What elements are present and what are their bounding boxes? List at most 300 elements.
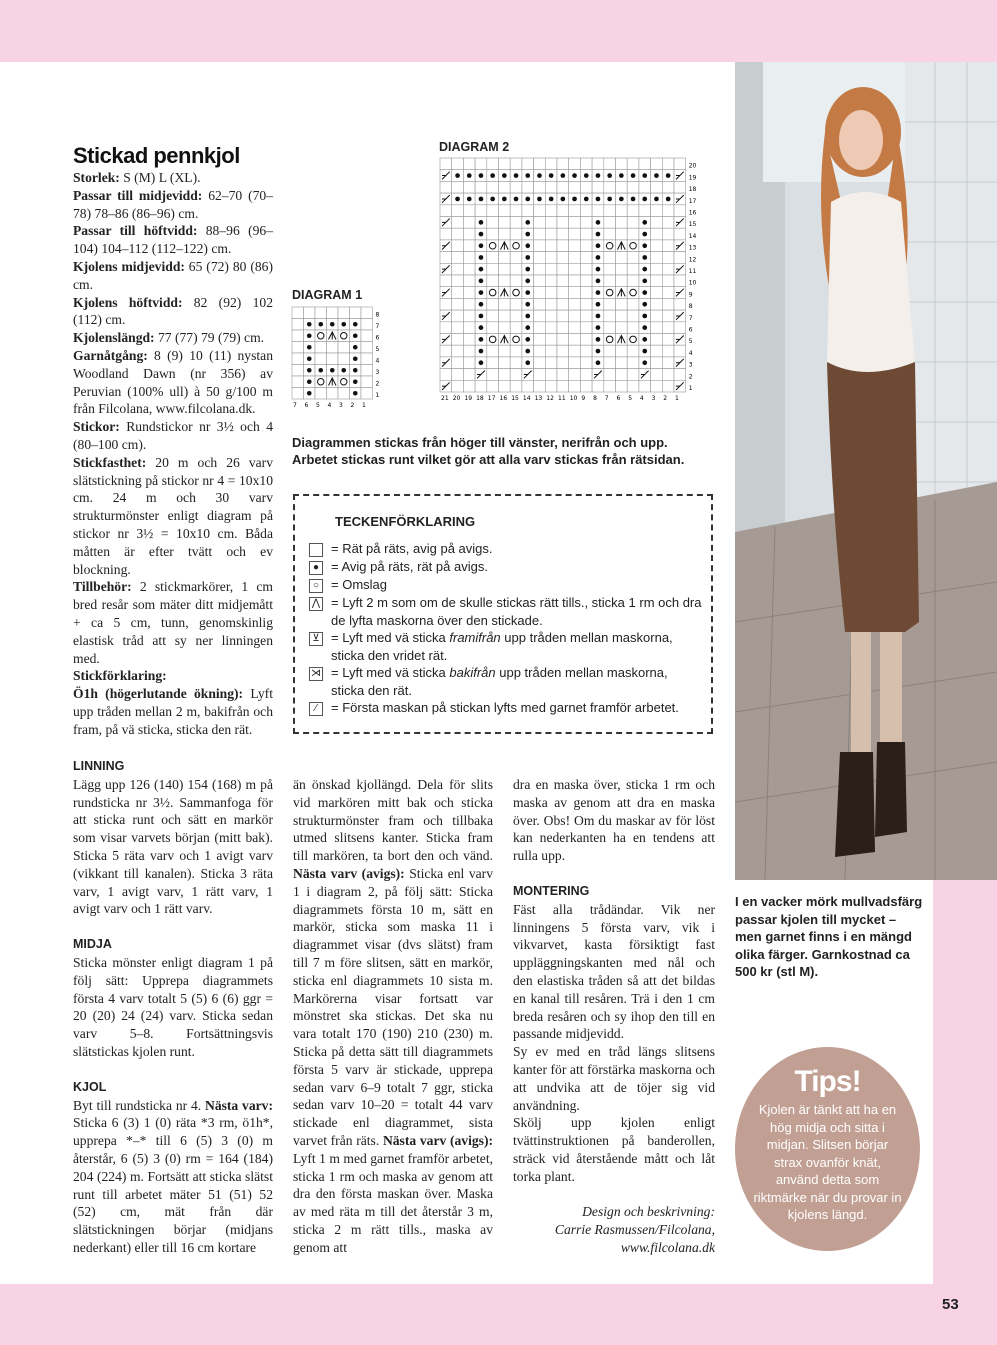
grid-cell bbox=[616, 275, 628, 287]
grid-cell bbox=[616, 205, 628, 217]
grid-cell bbox=[361, 376, 373, 388]
grid-cell bbox=[557, 158, 569, 170]
col-number: 15 bbox=[511, 395, 519, 402]
stitch-symbol bbox=[467, 173, 472, 178]
grid-cell bbox=[499, 369, 511, 381]
grid-cell bbox=[487, 369, 499, 381]
stitch-symbol bbox=[353, 333, 358, 338]
legend-text: = Rät på räts, avig på avigs. bbox=[331, 541, 493, 556]
grid-cell bbox=[475, 158, 487, 170]
grid-cell bbox=[452, 275, 464, 287]
col-number: 8 bbox=[593, 395, 597, 402]
grid-cell bbox=[510, 287, 522, 299]
grid-cell bbox=[545, 228, 557, 240]
stitch-symbol bbox=[642, 173, 647, 178]
grid-cell bbox=[580, 263, 592, 275]
grid-cell bbox=[651, 275, 663, 287]
grid-cell bbox=[304, 307, 316, 319]
grid-cell bbox=[627, 158, 639, 170]
diagram-2-chart bbox=[438, 156, 713, 418]
stitch-symbol bbox=[307, 356, 312, 361]
grid-cell bbox=[463, 357, 475, 369]
col-number: 2 bbox=[663, 395, 668, 402]
grid-cell bbox=[604, 322, 616, 334]
stitch-symbol bbox=[607, 197, 612, 202]
grid-cell bbox=[499, 158, 511, 170]
grid-cell bbox=[592, 380, 604, 392]
grid-cell bbox=[440, 322, 452, 334]
grid-cell bbox=[651, 240, 663, 252]
row-number: 8 bbox=[688, 303, 693, 311]
spec-line: Passar till midjevidd: 62–70 (70–78) 78–86 (86–96) cm. bbox=[73, 187, 273, 221]
grid-cell bbox=[463, 310, 475, 322]
grid-cell bbox=[534, 380, 546, 392]
grid-cell bbox=[616, 310, 628, 322]
grid-cell bbox=[463, 369, 475, 381]
stitch-symbol bbox=[341, 322, 346, 327]
grid-cell bbox=[569, 369, 581, 381]
stitch-symbol bbox=[307, 368, 312, 373]
grid-cell bbox=[440, 228, 452, 240]
row-number: 5 bbox=[375, 346, 380, 353]
grid-cell bbox=[545, 181, 557, 193]
grid-cell bbox=[580, 158, 592, 170]
grid-cell bbox=[674, 322, 686, 334]
row-number: 17 bbox=[688, 197, 697, 205]
grid-cell bbox=[440, 275, 452, 287]
tips-circle bbox=[735, 1047, 920, 1251]
stitch-symbol bbox=[479, 220, 484, 225]
grid-cell bbox=[463, 240, 475, 252]
stitch-symbol bbox=[467, 197, 472, 202]
row-number: 18 bbox=[688, 186, 697, 194]
grid-cell bbox=[361, 307, 373, 319]
grid-cell bbox=[440, 298, 452, 310]
stitch-symbol bbox=[642, 243, 647, 248]
grid-cell bbox=[463, 158, 475, 170]
grid-cell bbox=[580, 310, 592, 322]
grid-cell bbox=[557, 252, 569, 264]
col-number: 4 bbox=[327, 402, 332, 409]
stitch-symbol bbox=[479, 197, 484, 202]
stitch-symbol bbox=[479, 255, 484, 260]
grid-cell bbox=[440, 158, 452, 170]
grid-cell bbox=[627, 357, 639, 369]
legend-text: = Lyft med vä sticka framifrån upp tråden mellan maskorna, sticka den vridet rät. bbox=[331, 630, 673, 663]
row-number: 1 bbox=[688, 385, 693, 392]
grid-cell bbox=[627, 287, 639, 299]
grid-cell bbox=[534, 287, 546, 299]
instructions-column-1 bbox=[73, 758, 273, 1257]
grid-cell bbox=[327, 353, 339, 365]
row-number: 10 bbox=[688, 279, 697, 287]
grid-cell bbox=[674, 369, 686, 381]
grid-cell bbox=[487, 228, 499, 240]
grid-cell bbox=[452, 380, 464, 392]
grid-cell bbox=[534, 205, 546, 217]
grid-cell bbox=[463, 217, 475, 229]
stitch-symbol bbox=[318, 368, 323, 373]
row-number: 11 bbox=[688, 268, 697, 275]
grid-cell bbox=[616, 345, 628, 357]
stitch-symbol bbox=[596, 243, 601, 248]
grid-cell bbox=[292, 376, 304, 388]
grid-cell bbox=[674, 158, 686, 170]
grid-cell bbox=[327, 342, 339, 354]
stitch-symbol bbox=[479, 290, 484, 295]
grid-cell bbox=[674, 228, 686, 240]
grid-cell bbox=[616, 369, 628, 381]
row-number: 16 bbox=[688, 209, 697, 217]
grid-cell bbox=[674, 298, 686, 310]
col-number: 6 bbox=[304, 402, 309, 409]
grid-cell bbox=[651, 228, 663, 240]
grid-cell bbox=[662, 334, 674, 346]
pink-margin bbox=[933, 880, 997, 1284]
decrease-square-icon: ⋀ bbox=[309, 597, 323, 611]
grid-cell bbox=[338, 353, 350, 365]
grid-cell bbox=[510, 252, 522, 264]
col-number: 17 bbox=[487, 395, 496, 402]
grid-cell bbox=[534, 181, 546, 193]
grid-cell bbox=[463, 181, 475, 193]
col-number: 1 bbox=[362, 402, 366, 409]
front-cross-square-icon: ⊻ bbox=[309, 632, 323, 646]
grid-cell bbox=[569, 380, 581, 392]
stitch-symbol bbox=[525, 255, 530, 260]
legend-row bbox=[309, 594, 704, 629]
grid-cell bbox=[452, 357, 464, 369]
stitch-symbol bbox=[353, 356, 358, 361]
grid-cell bbox=[452, 322, 464, 334]
grid-cell bbox=[592, 158, 604, 170]
grid-cell bbox=[499, 275, 511, 287]
grid-cell bbox=[487, 181, 499, 193]
stitch-symbol bbox=[479, 232, 484, 237]
grid-cell bbox=[569, 345, 581, 357]
grid-cell bbox=[639, 181, 651, 193]
grid-cell bbox=[627, 252, 639, 264]
grid-cell bbox=[510, 334, 522, 346]
stitch-symbol bbox=[307, 333, 312, 338]
grid-cell bbox=[580, 275, 592, 287]
stitch-symbol bbox=[479, 267, 484, 272]
stitch-symbol bbox=[525, 337, 530, 342]
stitch-symbol bbox=[330, 322, 335, 327]
grid-cell bbox=[452, 310, 464, 322]
stitch-symbol bbox=[525, 279, 530, 284]
stitch-symbol bbox=[525, 243, 530, 248]
stitch-symbol bbox=[596, 267, 601, 272]
empty-square-icon bbox=[309, 543, 323, 557]
grid-cell bbox=[452, 158, 464, 170]
grid-cell bbox=[487, 158, 499, 170]
grid-cell bbox=[662, 369, 674, 381]
grid-cell bbox=[662, 298, 674, 310]
stitch-symbol bbox=[642, 290, 647, 295]
grid-cell bbox=[674, 252, 686, 264]
stitch-symbol bbox=[353, 391, 358, 396]
row-number: 9 bbox=[688, 291, 693, 299]
grid-cell bbox=[604, 158, 616, 170]
grid-cell bbox=[292, 353, 304, 365]
grid-cell bbox=[627, 228, 639, 240]
stitch-symbol bbox=[479, 279, 484, 284]
grid-cell bbox=[487, 345, 499, 357]
stitch-symbol bbox=[642, 360, 647, 365]
grid-cell bbox=[580, 334, 592, 346]
grid-cell bbox=[580, 298, 592, 310]
grid-cell bbox=[510, 158, 522, 170]
stitch-symbol bbox=[631, 173, 636, 178]
grid-cell bbox=[627, 275, 639, 287]
grid-cell bbox=[627, 181, 639, 193]
grid-cell bbox=[534, 217, 546, 229]
grid-cell bbox=[616, 380, 628, 392]
grid-cell bbox=[569, 228, 581, 240]
stitch-symbol bbox=[525, 232, 530, 237]
grid-cell bbox=[534, 275, 546, 287]
grid-cell bbox=[557, 334, 569, 346]
grid-cell bbox=[569, 357, 581, 369]
grid-cell bbox=[545, 380, 557, 392]
grid-cell bbox=[569, 334, 581, 346]
stitch-symbol bbox=[525, 173, 530, 178]
grid-cell bbox=[499, 345, 511, 357]
grid-cell bbox=[662, 263, 674, 275]
grid-cell bbox=[616, 158, 628, 170]
row-number: 15 bbox=[688, 221, 697, 229]
stitch-symbol bbox=[596, 255, 601, 260]
grid-cell bbox=[499, 181, 511, 193]
row-number: 7 bbox=[375, 323, 380, 330]
grid-cell bbox=[557, 380, 569, 392]
grid-cell bbox=[662, 322, 674, 334]
grid-cell bbox=[315, 376, 327, 388]
stitch-symbol bbox=[549, 173, 554, 178]
grid-cell bbox=[534, 322, 546, 334]
grid-cell bbox=[361, 353, 373, 365]
grid-cell bbox=[534, 345, 546, 357]
grid-cell bbox=[338, 388, 350, 400]
grid-cell bbox=[604, 357, 616, 369]
grid-cell bbox=[557, 181, 569, 193]
stitch-symbol bbox=[537, 173, 542, 178]
grid-cell bbox=[499, 357, 511, 369]
grid-cell bbox=[463, 263, 475, 275]
stitch-symbol bbox=[525, 349, 530, 354]
grid-cell bbox=[510, 380, 522, 392]
stitch-symbol bbox=[502, 197, 507, 202]
grid-cell bbox=[499, 252, 511, 264]
grid-cell bbox=[627, 240, 639, 252]
col-number: 7 bbox=[604, 395, 609, 402]
grid-cell bbox=[616, 252, 628, 264]
stitch-symbol bbox=[525, 325, 530, 330]
grid-cell bbox=[569, 322, 581, 334]
row-number: 14 bbox=[688, 232, 697, 240]
legend-row bbox=[309, 699, 704, 717]
grid-cell bbox=[463, 298, 475, 310]
grid-cell bbox=[452, 228, 464, 240]
grid-cell bbox=[651, 205, 663, 217]
grid-cell bbox=[463, 345, 475, 357]
stitch-symbol bbox=[642, 279, 647, 284]
grid-cell bbox=[292, 365, 304, 377]
grid-cell bbox=[361, 388, 373, 400]
grid-cell bbox=[522, 181, 534, 193]
grid-cell bbox=[338, 342, 350, 354]
spec-line: Storlek: S (M) L (XL). bbox=[73, 170, 201, 185]
stitch-symbol bbox=[642, 325, 647, 330]
grid-cell bbox=[361, 342, 373, 354]
instructions-column-2 bbox=[293, 776, 493, 1257]
grid-cell bbox=[545, 357, 557, 369]
grid-cell bbox=[545, 310, 557, 322]
stitch-symbol bbox=[330, 368, 335, 373]
stitch-symbol bbox=[561, 197, 566, 202]
grid-cell bbox=[315, 307, 327, 319]
instructions-column-3 bbox=[513, 776, 715, 1186]
legend-row bbox=[309, 664, 704, 699]
stitch-symbol bbox=[666, 197, 671, 202]
stitch-symbol bbox=[619, 197, 624, 202]
stitch-symbol bbox=[642, 337, 647, 342]
col-number: 10 bbox=[569, 395, 578, 402]
grid-cell bbox=[569, 310, 581, 322]
stitch-symbol bbox=[479, 314, 484, 319]
stitch-symbol bbox=[307, 379, 312, 384]
row-number: 2 bbox=[375, 380, 380, 388]
grid-cell bbox=[545, 369, 557, 381]
grid-cell bbox=[487, 205, 499, 217]
grid-cell bbox=[580, 380, 592, 392]
grid-cell bbox=[651, 334, 663, 346]
grid-cell bbox=[674, 275, 686, 287]
legend-row bbox=[309, 576, 704, 594]
grid-cell bbox=[580, 240, 592, 252]
dot-square-icon: ● bbox=[309, 561, 323, 575]
spec-line: Kjolens höftvidd: 82 (92) 102 (112) cm. bbox=[73, 294, 273, 328]
col-number: 3 bbox=[651, 395, 656, 402]
grid-cell bbox=[545, 322, 557, 334]
stitch-symbol bbox=[502, 173, 507, 178]
grid-cell bbox=[604, 275, 616, 287]
grid-cell bbox=[580, 217, 592, 229]
grid-cell bbox=[545, 205, 557, 217]
grid-cell bbox=[487, 263, 499, 275]
grid-cell bbox=[569, 181, 581, 193]
stitch-symbol bbox=[642, 220, 647, 225]
grid-cell bbox=[327, 388, 339, 400]
grid-cell bbox=[627, 263, 639, 275]
specs-column bbox=[73, 169, 273, 739]
grid-cell bbox=[452, 345, 464, 357]
spec-line: Garnåtgång: 8 (9) 10 (11) nystan Woodland Dawn (nr 356) av Peruvian (100% ull) à 50 g/100 m från Filcolana, www.filcolana.dk. bbox=[73, 347, 273, 417]
stitch-symbol bbox=[642, 197, 647, 202]
grid-cell bbox=[510, 205, 522, 217]
stitch-symbol bbox=[596, 314, 601, 319]
montering-text-2: Sy ev med en tråd längs slitsens kanter för att förstärka maskorna och att undvika att de töjer sig vid användning. bbox=[513, 1044, 715, 1113]
spec-line: Stickor: Rundstickor nr 3½ och 4 (80–100 cm). bbox=[73, 419, 273, 452]
grid-cell bbox=[662, 310, 674, 322]
stitch-symbol bbox=[525, 314, 530, 319]
grid-cell bbox=[534, 310, 546, 322]
grid-cell bbox=[651, 357, 663, 369]
stitch-symbol bbox=[525, 267, 530, 272]
stitch-symbol bbox=[353, 379, 358, 384]
legend-text: = Lyft 2 m som om de skulle stickas rätt tills., sticka 1 rm och dra de lyfta maskorna över den stickade. bbox=[331, 595, 702, 628]
grid-cell bbox=[510, 263, 522, 275]
linning-heading: LINNING bbox=[73, 759, 125, 773]
stitch-symbol bbox=[642, 232, 647, 237]
grid-cell bbox=[510, 217, 522, 229]
grid-cell bbox=[463, 334, 475, 346]
row-number: 4 bbox=[375, 357, 380, 365]
grid-cell bbox=[361, 365, 373, 377]
stitch-symbol bbox=[619, 173, 624, 178]
stitch-symbol bbox=[654, 197, 659, 202]
spec-line: Kjolenslängd: 77 (77) 79 (79) cm. bbox=[73, 330, 265, 346]
grid-cell bbox=[580, 252, 592, 264]
diagram-2-title: DIAGRAM 2 bbox=[439, 140, 510, 154]
col-number: 1 bbox=[675, 395, 679, 402]
grid-cell bbox=[315, 353, 327, 365]
grid-cell bbox=[569, 217, 581, 229]
slip-square-icon: ⁄ bbox=[309, 702, 323, 716]
stitch-symbol bbox=[307, 322, 312, 327]
grid-cell bbox=[350, 307, 362, 319]
row-number: 20 bbox=[688, 162, 697, 170]
grid-cell bbox=[487, 322, 499, 334]
stitch-symbol bbox=[479, 360, 484, 365]
grid-cell bbox=[604, 287, 616, 299]
grid-cell bbox=[674, 181, 686, 193]
row-number: 3 bbox=[688, 361, 693, 369]
spec-line: Stickförklaring: bbox=[73, 668, 167, 684]
grid-cell bbox=[651, 298, 663, 310]
kjol-text: Byt till rundsticka nr 4. Nästa varv: Sticka 6 (3) 1 (0) räta *3 rm, ö1h*, upprepa *–* till 6 (5) 3 (0) m återstår, 6 (5) 3 (0) rm = 164 (184) 204 (224) m. Fortsätt att sticka slätst runt till arbetet mäter 51 (51) 52 (52) cm, mät från där slätstickningen börjar (midjans nederkant) eller till 16 cm kortare bbox=[73, 1097, 273, 1255]
col-number: 9 bbox=[581, 395, 586, 402]
grid-cell bbox=[545, 240, 557, 252]
stitch-symbol bbox=[525, 197, 530, 202]
grid-cell bbox=[510, 228, 522, 240]
stitch-symbol bbox=[341, 368, 346, 373]
grid-cell bbox=[616, 263, 628, 275]
grid-cell bbox=[592, 181, 604, 193]
grid-cell bbox=[487, 252, 499, 264]
grid-cell bbox=[440, 181, 452, 193]
stitch-symbol bbox=[549, 197, 554, 202]
grid-cell bbox=[327, 307, 339, 319]
tips-title: Tips! bbox=[794, 1065, 861, 1098]
grid-cell bbox=[651, 181, 663, 193]
grid-cell bbox=[545, 345, 557, 357]
grid-cell bbox=[487, 310, 499, 322]
model-photo bbox=[735, 62, 997, 880]
legend-title: TECKENFÖRKLARING bbox=[335, 514, 476, 529]
grid-cell bbox=[452, 240, 464, 252]
col-number: 13 bbox=[534, 395, 543, 402]
grid-cell bbox=[534, 263, 546, 275]
stitch-symbol bbox=[353, 368, 358, 373]
grid-cell bbox=[616, 298, 628, 310]
grid-cell bbox=[452, 217, 464, 229]
grid-cell bbox=[452, 334, 464, 346]
stitch-symbol bbox=[455, 197, 460, 202]
grid-cell bbox=[616, 181, 628, 193]
grid-cell bbox=[440, 369, 452, 381]
